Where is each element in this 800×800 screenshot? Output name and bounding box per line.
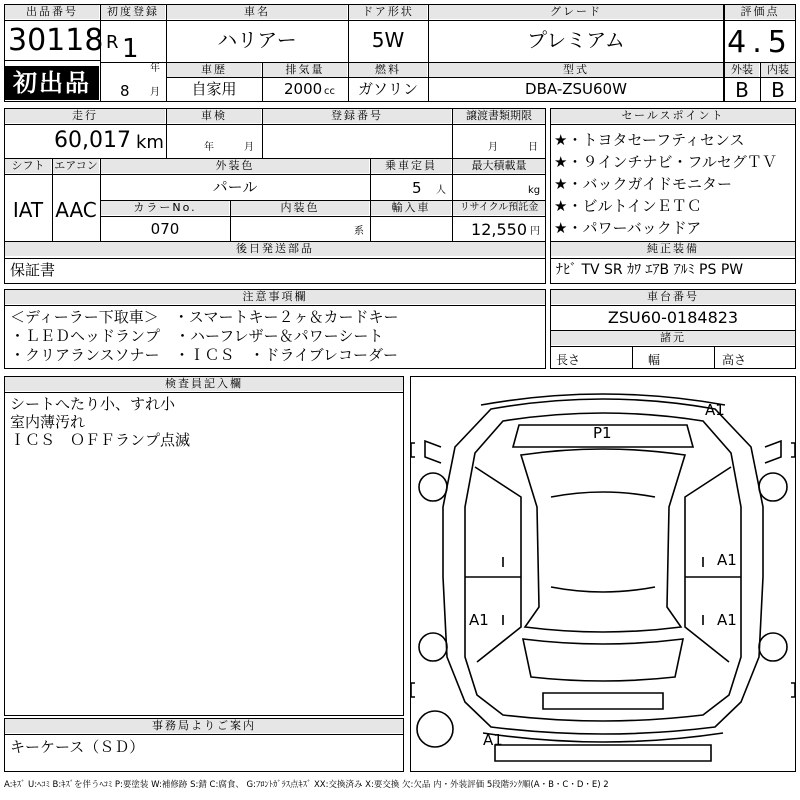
notes-line: ・ＬＥＤヘッドランプ ・ハーフレザー＆パワーシート (10, 327, 384, 345)
sales-point-item: ★・トヨタセーフティセンス (554, 131, 745, 149)
wheel-rear-left (419, 633, 447, 661)
reg-month: 8 (120, 82, 130, 100)
damage-mark-windshield: P1 (593, 424, 612, 442)
wheel-front-left (419, 473, 447, 501)
recycle-fee: 12,550 (471, 220, 527, 239)
mirror-left (425, 441, 441, 463)
sales-point-item: ★・ビルトインＥＴＣ (554, 197, 702, 215)
later-parts-header: 後日発送部品 (5, 242, 545, 256)
spare-wheel (417, 711, 453, 747)
car-name-header: 車名 (167, 5, 347, 19)
fuel-header: 燃料 (349, 63, 427, 77)
lot-number-header: 出品番号 (5, 5, 99, 19)
reg-year: 1 (122, 34, 139, 64)
docs-month-unit: 月 (488, 142, 498, 153)
ac: AAC (55, 198, 97, 222)
roof (521, 449, 685, 632)
sales-point-item: ★・９インチナビ・フルセグＴＶ (554, 153, 777, 171)
docs-day-unit: 日 (528, 142, 538, 153)
color-no-header: カラーNo. (101, 201, 229, 215)
int-grade-header: 内装 (761, 63, 795, 77)
lot-number: 30118 (8, 23, 104, 58)
sales-points-header: セールスポイント (551, 109, 795, 123)
fuel: ガソリン (357, 80, 418, 98)
inspection-year-unit: 年 (204, 142, 214, 153)
damage-mark-roof-front: A1 (705, 401, 725, 419)
grade-header: グレード (429, 5, 723, 19)
tailgate (543, 693, 663, 709)
length-label: 長さ (556, 353, 581, 367)
first-listing-badge: 初出品 (5, 66, 99, 100)
damage-mark-left-rear-door: A1 (469, 611, 489, 629)
chassis-header: 車台番号 (551, 290, 795, 304)
mileage-header: 走行 (5, 109, 165, 123)
grade: プレミアム (527, 28, 625, 52)
int-color-header: 内装色 (231, 201, 369, 215)
history: 自家用 (191, 80, 237, 98)
inspection-header: 車検 (167, 109, 261, 123)
side-bracket (411, 443, 795, 457)
ext-color-header: 外装色 (101, 159, 369, 173)
height-label: 高さ (722, 353, 747, 367)
rear-window (523, 639, 683, 681)
score: 4.5 (727, 25, 793, 60)
era-letter: R (106, 32, 119, 53)
office-header: 事務局よりご案内 (5, 719, 403, 733)
door-type-header: ドア形状 (349, 5, 427, 19)
office-message: キーケース（ＳＤ） (10, 738, 145, 756)
ac-header: エアコン (54, 159, 98, 172)
equipment-header: 純正装備 (551, 242, 795, 256)
displacement-header: 排気量 (263, 63, 347, 77)
mileage-unit: km (136, 132, 164, 153)
door-type: 5W (371, 28, 405, 52)
int-grade: B (771, 78, 785, 102)
displacement: 2000 (284, 80, 323, 98)
import-header: 輸入車 (371, 201, 451, 215)
mileage: 60,017 (54, 128, 131, 153)
car-inner-outline (465, 413, 741, 721)
seats: 5 (412, 179, 422, 197)
model-code: DBA-ZSU60W (525, 80, 627, 98)
wheel-front-right (759, 473, 787, 501)
model-code-header: 型式 (429, 63, 723, 77)
roof-line (551, 492, 655, 497)
width-label: 幅 (648, 353, 661, 367)
roof-line (551, 587, 655, 592)
inspection-month-unit: 月 (244, 142, 254, 153)
notes-line: ＜ディーラー下取車＞ ・スマートキー２ヶ＆カードキー (10, 308, 399, 326)
notes-line: ・クリアランスソナー ・ＩＣＳ ・ドライブレコーダー (10, 346, 399, 364)
chassis-number: ZSU60-0184823 (607, 308, 739, 327)
sales-point-item: ★・パワーバックドア (554, 219, 702, 237)
damage-legend: A:ｷｽﾞ U:ﾍｺﾐ B:ｷｽﾞを伴うﾍｺﾐ P:要塗装 W:補修跡 S:錆 C:腐食、 G:ﾌﾛﾝﾄｶﾞﾗｽ点ｷｽﾞ XX:交換済み X:要交換 欠:欠品 内・外装評価 5段階ﾗﾝｸ順(A・B・C・D・E) 2 (4, 780, 609, 790)
damage-mark-right-front-door: A1 (717, 551, 737, 569)
ext-grade: B (735, 78, 749, 102)
int-color-unit: 系 (354, 226, 364, 237)
max-load-header: 最大積載量 (453, 159, 545, 173)
equipment-list: ﾅﾋﾞ TV SR ｶﾜ ｴｱB ｱﾙﾐ PS PW (556, 262, 744, 278)
rear-bumper (495, 745, 711, 761)
ext-grade-header: 外装 (725, 63, 759, 77)
shift-header: シフト (5, 159, 51, 173)
plate-header: 登録番号 (263, 109, 451, 123)
inspector-header: 検査員記入欄 (5, 377, 403, 391)
car-diagram (410, 376, 796, 772)
mirror-right (765, 441, 781, 463)
history-header: 車歴 (167, 63, 261, 77)
displacement-unit: cc (324, 86, 335, 97)
damage-mark-rear-bumper: A1 (483, 731, 503, 749)
left-pillar (475, 467, 521, 662)
later-parts: 保証書 (10, 261, 56, 279)
docs-deadline-header: 譲渡書類期限 (453, 109, 545, 123)
dimensions-header: 諸元 (551, 331, 795, 345)
notes-header: 注意事項欄 (5, 290, 545, 304)
inspector-line: 室内薄汚れ (10, 413, 86, 431)
inspector-line: シートへたり小、すれ小 (10, 395, 176, 413)
wheel-rear-right (759, 633, 787, 661)
damage-mark-right-rear-door: A1 (717, 611, 737, 629)
first-reg-header: 初度登録 (101, 5, 165, 19)
seats-unit: 人 (436, 185, 446, 196)
side-bracket (411, 683, 795, 697)
inspector-line: ＩＣＳ ＯＦＦランプ点滅 (10, 431, 191, 449)
recycle-header: リサイクル預託金 (453, 201, 545, 215)
max-load-unit: kg (528, 185, 541, 196)
recycle-unit: 円 (530, 226, 540, 237)
car-name: ハリアー (217, 28, 297, 52)
ext-color: パール (212, 178, 258, 196)
year-unit: 年 (150, 63, 160, 74)
sales-point-item: ★・バックガイドモニター (554, 175, 732, 193)
seats-header: 乗車定員 (371, 159, 451, 173)
color-no: 070 (150, 220, 180, 238)
shift: IAT (12, 198, 44, 222)
month-unit: 月 (150, 87, 160, 98)
score-header: 評価点 (725, 5, 795, 19)
